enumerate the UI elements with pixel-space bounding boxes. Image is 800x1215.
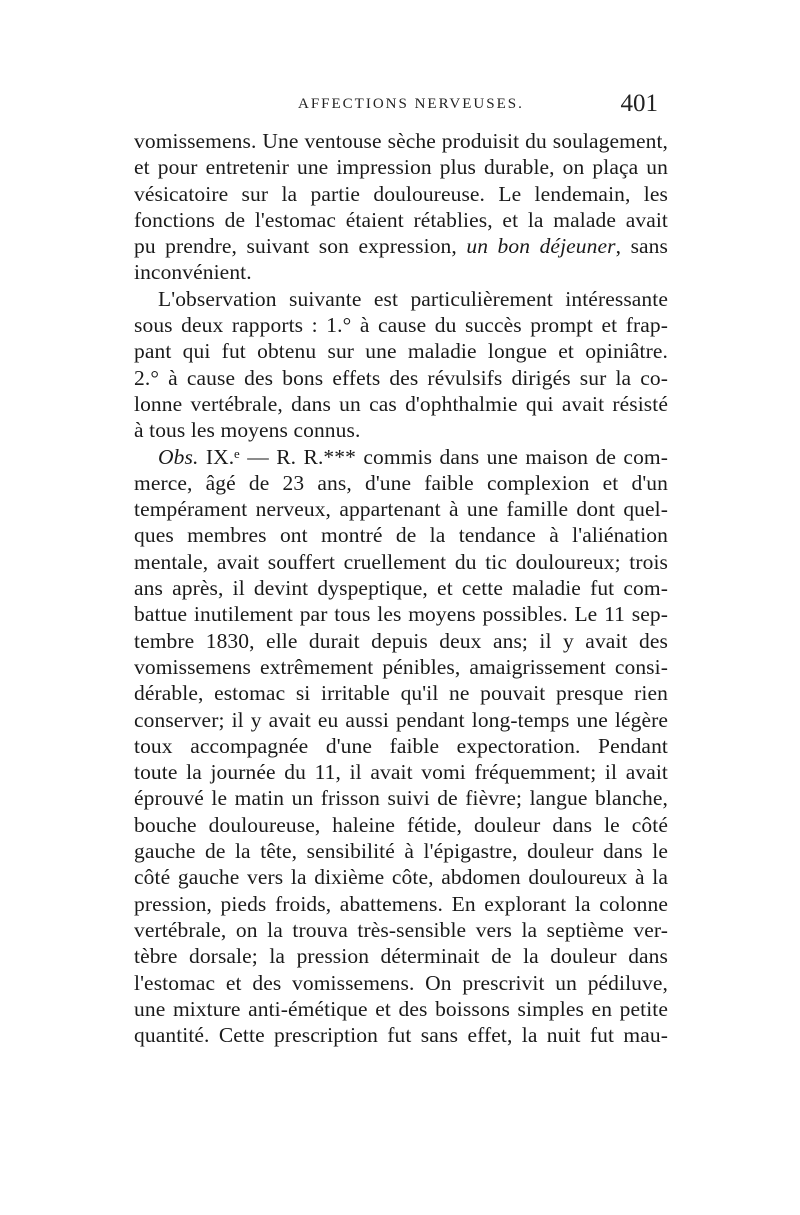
- text-line: mentale, avait souffert cruellement du tic douloureux; trois: [134, 549, 668, 574]
- text-line: toux accompagnée d'une faible expectoration. Pendant: [134, 733, 668, 758]
- text-line: inconvénient.: [134, 260, 252, 285]
- running-head: AFFECTIONS NERVEUSES.: [298, 96, 524, 112]
- text-line: vertébrale, on la trouva très-sensible vers la septième ver-: [134, 917, 668, 942]
- text-line: tempérament nerveux, appartenant à une famille dont quel-: [134, 497, 668, 522]
- text-line: vésicatoire sur la partie douloureuse. Le lendemain, les: [134, 181, 668, 206]
- text-line: pression, pieds froids, abattemens. En explorant la colonne: [134, 891, 668, 916]
- text-line: ques membres ont montré de la tendance à l'aliénation: [134, 523, 668, 548]
- text-line: quantité. Cette prescription fut sans effet, la nuit fut mau-: [134, 1023, 668, 1048]
- text-span: , sans: [615, 234, 668, 259]
- page-number: 401: [620, 90, 658, 117]
- text-line: et pour entretenir une impression plus durable, on plaça un: [134, 155, 668, 180]
- paragraph-1: [134, 128, 668, 286]
- text-span: pu prendre, suivant son expression,: [134, 234, 467, 259]
- text-line: [134, 233, 668, 259]
- text-span: IX.ᵉ — R. R.*** commis dans une maison de com-: [198, 444, 668, 469]
- text-line: vomissemens extrêmement pénibles, amaigrissement consi-: [134, 654, 668, 679]
- paragraph-2: [134, 286, 668, 444]
- body-text: [134, 128, 668, 1048]
- text-line: battue inutilement par tous les moyens possibles. Le 11 sep-: [134, 602, 668, 627]
- text-line: une mixture anti-émétique et des boissons simples en petite: [134, 996, 668, 1021]
- obs-label: Obs.: [158, 444, 199, 469]
- text-line: tembre 1830, elle durait depuis deux ans; il y avait des: [134, 628, 668, 653]
- text-line: pant qui fut obtenu sur une maladie longue et opiniâtre.: [134, 339, 668, 364]
- text-line: vomissemens. Une ventouse sèche produisit du soulagement,: [134, 129, 668, 153]
- text-line: côté gauche vers la dixième côte, abdomen douloureux à la: [134, 865, 668, 890]
- text-line: [134, 444, 668, 470]
- text-line: tèbre dorsale; la pression déterminait de la douleur dans: [134, 944, 668, 969]
- text-line: merce, âgé de 23 ans, d'une faible complexion et d'un: [134, 470, 668, 495]
- text-line: ans après, il devint dyspeptique, et cette maladie fut com-: [134, 576, 668, 601]
- page-header: [134, 92, 664, 122]
- text-line: gauche de la tête, sensibilité à l'épigastre, douleur dans le: [134, 839, 668, 864]
- text-line: éprouvé le matin un frisson suivi de fièvre; langue blanche,: [134, 786, 668, 811]
- italic-phrase: un bon déjeuner: [466, 234, 616, 259]
- text-line: dérable, estomac si irritable qu'il ne pouvait presque rien: [134, 681, 668, 706]
- text-line: conserver; il y avait eu aussi pendant long-temps une légère: [134, 707, 668, 732]
- text-line: à tous les moyens connus.: [134, 418, 361, 443]
- text-line: bouche douloureuse, haleine fétide, douleur dans le côté: [134, 812, 668, 837]
- text-line: l'estomac et des vomissemens. On prescrivit un pédiluve,: [134, 970, 668, 995]
- text-line: sous deux rapports : 1.° à cause du succès prompt et frap-: [134, 313, 668, 338]
- text-line: L'observation suivante est particulièrement intéressante: [158, 286, 668, 311]
- text-line: 2.° à cause des bons effets des révulsifs dirigés sur la co-: [134, 365, 668, 390]
- text-line: lonne vertébrale, dans un cas d'ophthalmie qui avait résisté: [134, 391, 668, 416]
- paragraph-3: [134, 444, 668, 1049]
- text-line: fonctions de l'estomac étaient rétablies, et la malade avait: [134, 207, 668, 232]
- text-line: toute la journée du 11, il avait vomi fréquemment; il avait: [134, 760, 668, 785]
